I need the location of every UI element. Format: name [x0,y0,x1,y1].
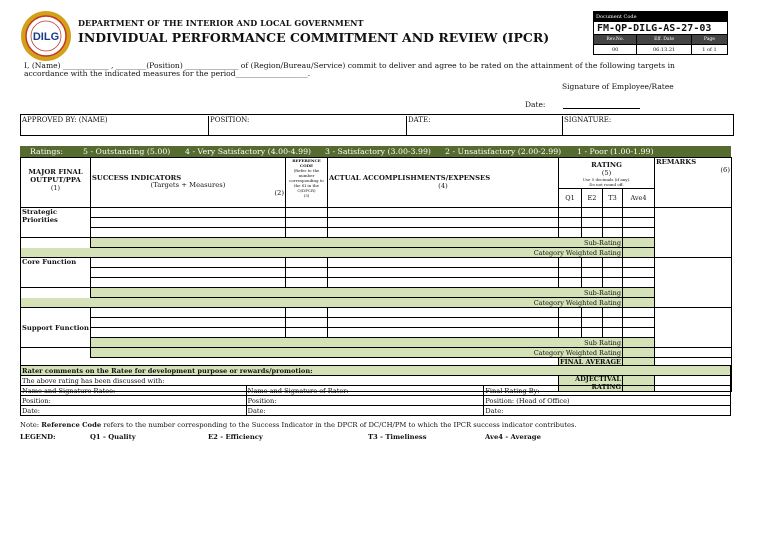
rating-3: 3 - Satisfactory (3.00-3.99) [325,147,431,156]
col-header-mfo [21,158,91,208]
category-weighted-label: Category Weighted Rating [21,248,623,258]
ratings-label: Ratings: [30,147,63,156]
rev-label: Rev.No. [594,35,637,45]
commitment-line-1: I, (Name) ____________ , ________(Position) ______________ of (Region/Bureau/Service) commit to deliver and agree to be rated on the attainment of the following targets in [24,61,675,70]
rater-date-field[interactable]: Date: [246,406,484,416]
document-code-box [593,11,728,55]
section-core: Core Function [21,258,91,288]
approval-box [20,114,734,136]
col-header-ave4: Ave4 [623,189,655,208]
rating-4: 4 - Very Satisfactory (4.00-4.99) [185,147,312,156]
sub-rating-label-support: Sub Rating [91,338,623,348]
col-header-reference-code [286,158,328,208]
logo-text: DILG [32,31,60,43]
form-title: INDIVIDUAL PERFORMANCE COMMITMENT AND REVIEW (IPCR) [78,30,550,45]
ratee-date-field[interactable]: Date: [21,406,247,416]
rater-comments-label: Rater comments on the Ratee for development purpose or rewards/promotion: [21,366,731,376]
mfo-header-num: (1) [50,184,61,192]
table-row [21,218,732,228]
category-weighted-row [21,348,732,358]
si-header-num: (2) [274,189,284,197]
legend-average: Ave4 - Average [485,433,541,441]
category-weighted-row [21,298,732,308]
category-weighted-label: Category Weighted Rating [21,298,623,308]
table-row [21,228,732,238]
rating-2: 2 - Unsatisfactory (2.00-2.99) [445,147,562,156]
discussed-label: The above rating has been discussed with: [21,376,731,386]
sub-rating-row [21,338,732,348]
sub-rating-label: Sub-Rating [91,288,623,298]
ref-header-sub: (Refer to the number corresponding to the SI in the O/DPCR) [289,168,324,193]
rater-name-field[interactable]: Name and Signature of Rater: [246,386,484,396]
table-row [21,308,732,318]
actual-header-text: ACTUAL ACCOMPLISHMENTS/EXPENSES [329,174,491,182]
section-strategic: Strategic Priorities [21,208,91,238]
si-header-sub: (Targets + Measures) [150,181,226,189]
table-row [21,318,732,328]
approval-date-field[interactable]: DATE: [406,116,430,135]
department-name: DEPARTMENT OF THE INTERIOR AND LOCAL GOVERNMENT [78,18,364,28]
eff-label: Eff. Date [637,35,692,45]
sub-rating-row [21,288,732,298]
note-rest: refers to the number corresponding to the Success Indicator in the DPCR of DC/CH/PM to which the IPCR success indicator contributes. [101,421,577,429]
employee-signature-label: Signature of Employee/Ratee [562,82,674,91]
rating-5: 5 - Outstanding (5.00) [83,147,171,156]
legend-label: LEGEND: [20,433,56,441]
head-date-field[interactable]: Date: [484,406,731,416]
col-header-remarks [655,158,732,208]
rev-value: 00 [594,45,637,55]
table-row [21,258,732,268]
adjectival-label: ADJECTIVAL RATING [559,375,623,392]
rating-1: 1 - Poor (1.00-1.99) [577,147,654,156]
final-average-label: FINAL AVERAGE [559,358,623,375]
legend-efficiency: E2 - Efficiency [208,433,263,441]
col-header-e2: E2 [582,189,603,208]
approval-signature-field[interactable]: SIGNATURE: [562,116,611,135]
page-label: Page [691,35,727,45]
ref-header-text: REFERENCE CODE [292,158,321,168]
ratee-position-field[interactable]: Position: [21,396,247,406]
category-weighted-row [21,248,732,258]
approved-by-field[interactable]: APPROVED BY: (NAME) [22,116,108,124]
legend-quality: Q1 - Quality [90,433,136,441]
col-header-success-indicators [91,158,286,208]
rating-header-num: (5) [601,169,612,177]
remarks-header-num: (6) [720,166,731,174]
remarks-header-text: REMARKS [656,158,697,166]
rater-section [20,365,731,416]
col-header-t3: T3 [603,189,623,208]
note-bold: Reference Code [41,421,102,429]
rater-position-field[interactable]: Position: [246,396,484,406]
eff-value: 06.13.21 [637,45,692,55]
table-row [21,268,732,278]
category-weighted-label: Category Weighted Rating [91,348,623,358]
col-header-q1: Q1 [559,189,582,208]
commitment-statement [24,62,744,78]
note-prefix: Note: [20,421,42,429]
mfo-header-text: MAJOR FINAL OUTPUT/PPA [28,168,83,184]
dilg-logo [20,10,72,62]
ref-header-num: (3) [303,193,310,198]
table-row [21,328,732,338]
col-header-actual [328,158,559,208]
doc-code-value: FM-QP-DILG-AS-27-03 [594,22,728,35]
page-value: 1 of 1 [691,45,727,55]
legend-timeliness: T3 - Timeliness [368,433,427,441]
actual-header-num: (4) [438,182,448,190]
reference-note [20,421,577,429]
col-header-rating [559,158,655,189]
ratee-name-field[interactable]: Name and Signature Ratee: [21,386,247,396]
approval-position-field[interactable]: POSITION: [208,116,249,135]
head-position-field[interactable]: Position: (Head of Office) [484,396,731,406]
employee-date-line [563,108,640,109]
rating-header-text: RATING [591,161,622,169]
sub-rating-row [21,238,732,248]
ipcr-table [20,157,732,392]
table-row [21,278,732,288]
si-header-text: SUCCESS INDICATORS [92,174,182,182]
rating-note-1: Use 5 decimals (if any). [582,177,631,182]
doc-code-label: Document Code [594,12,728,22]
employee-date-label: Date: [525,100,546,109]
table-row [21,208,732,218]
section-support: Support Function [21,308,91,348]
commitment-line-2: accordance with the indicated measures for the period___________________. [24,69,311,78]
ratings-scale-bar [20,146,731,157]
sub-rating-label: Sub-Rating [91,238,623,248]
rating-note-2: Do not round off. [589,182,624,187]
final-rating-by-field[interactable]: Final Rating By: [484,386,731,396]
